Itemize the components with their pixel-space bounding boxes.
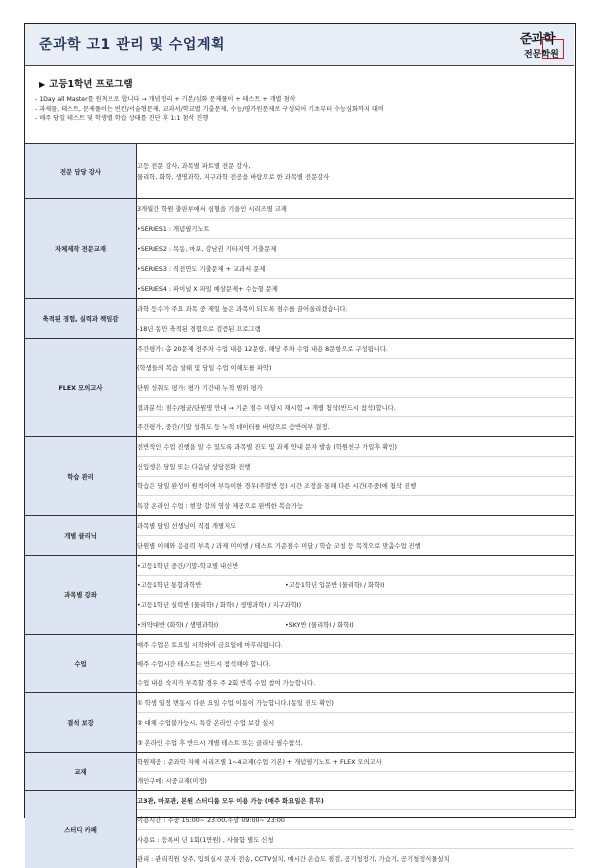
- table-row: [25, 299, 574, 339]
- table-row: [25, 555, 574, 634]
- content-line: ③ 온라인 수업 후 반드시 개별 테스트 또는 클리닉 필수참석.: [137, 739, 303, 747]
- row-label: 학습 관리: [25, 436, 137, 515]
- summary-line: - 과제물, 테스트, 문제풀이는 빈칸/서술형문제, 교과서/학교별 기출문제, 수능/평가원문제로 구성되어 기초부터 수능심화까지 대비: [35, 105, 384, 113]
- section-heading: [39, 76, 133, 90]
- content-line: 3개월간 학원 출판부에서 심혈을 기울인 시리즈별 교재: [137, 199, 574, 219]
- content-line: -18년 동안 축적된 경험으로 검증된 프로그램: [137, 326, 261, 333]
- row-content: [137, 516, 575, 556]
- row-label: 전문 담당 강사: [25, 144, 137, 199]
- row-content: [137, 199, 575, 299]
- row-label: 과목별 강좌: [25, 555, 137, 634]
- page-title: 준과학 고1 관리 및 수업계획: [39, 37, 226, 53]
- row-content: [137, 144, 575, 199]
- course-item: •SKY반 (물리학I / 화학I): [285, 622, 354, 630]
- table-row: [25, 144, 574, 199]
- title-bar: [25, 24, 574, 66]
- content-line: 주간평가: 총 20문제 전주차 수업 내용 12문항, 해당 주차 수업 내용 8문항으로 구성됩니다.: [137, 339, 574, 359]
- table-row: [25, 692, 574, 752]
- content-line: •SERIES2 : 목동, 마포, 강남권 기타지역 기출문제: [137, 239, 574, 259]
- table-row: [25, 516, 574, 556]
- triangle-bullet-icon: ▶: [39, 80, 46, 89]
- content-line: 과목별 담임 선생님이 직접 개별지도: [137, 516, 574, 536]
- row-label: 결석 보강: [25, 692, 137, 752]
- row-content: [137, 634, 575, 692]
- row-content: [137, 339, 575, 437]
- content-line: 학원제공 : 준과학 자체 시리즈별 1~4교재(수업 기본) + 개념필기노트 + FLEX 모의고사: [137, 753, 574, 772]
- content-line: 신입생은 당일 또는 다음날 상담전화 진행: [137, 457, 574, 477]
- content-line: 고등 전문 강사, 과목별 파트별 전문 강사,: [137, 163, 251, 170]
- content-line: 단원별 이해와 응용력 부족 / 과제 미이행 / 테스트 기준점수 미달 / 학습 코칭 등 목적으로 맞춤수업 진행: [137, 542, 421, 550]
- course-item: •고등1학년 입문반 (물리학I / 화학I): [285, 582, 385, 590]
- content-line: [137, 595, 574, 615]
- content-line: 이용시간 : 주중 15:00~ 23:00,주말 09:00~ 23:00: [137, 810, 574, 830]
- table-row: [25, 339, 574, 437]
- row-content: [137, 436, 575, 515]
- content-line: [137, 615, 574, 634]
- content-line: 개인구매: 시중교재(미정): [137, 778, 207, 786]
- content-line: 주간평가, 중간/기말 성취도 등 누적 데이터를 바탕으로 승반여부 결정.: [137, 424, 330, 432]
- document-frame: [24, 23, 576, 864]
- row-content: [137, 299, 575, 339]
- logo-text-top: 준과학: [520, 32, 555, 47]
- table-row: [25, 752, 574, 790]
- row-content: [137, 692, 575, 752]
- content-line: [137, 576, 574, 596]
- row-label: 수업: [25, 634, 137, 692]
- content-line: 과학 등수가 주요 과목 중 제일 높은 과목이 되도록 점수를 끌어올리겠습니다.: [137, 299, 574, 319]
- row-content: [137, 555, 575, 634]
- content-line: 물리학, 화학, 생명과학, 지구과학 전공을 바탕으로 한 과목별 전문강사: [137, 174, 330, 181]
- content-line: •SERIES1 : 개념필기노트: [137, 219, 574, 239]
- summary-line: - 1Day all Master를 원칙으로 합니다 → 개념정리 + 기본/심화 문제풀이 + 테스트 + 개별 첨삭: [35, 96, 296, 103]
- content-line: •SERIES3 : 직전연도 기출문제 + 교과서 문제: [137, 259, 574, 279]
- content-line: 사용료 : 등록비 년 1회(1만원) , 사물함 별도 신청: [137, 830, 574, 850]
- content-line: ② 대체 수업불가능시, 특강 온라인 수업 보강 실시: [137, 713, 574, 733]
- program-summary: [35, 95, 384, 124]
- program-table: [25, 143, 574, 868]
- content-line: 수업 내용 숙지가 부족할 경우 주 2회 반복 수업 참여 가능합니다.: [137, 680, 316, 688]
- academy-logo: [520, 28, 566, 62]
- table-row: [25, 436, 574, 515]
- content-line: 고3관, 마포관, 본원 스터디룸 모두 이용 가능 (매주 화요일은 휴무): [137, 791, 574, 811]
- content-line: ① 학생 일정 변동시 다른 요일 수업 이동이 가능합니다.(동일 진도 확인): [137, 693, 574, 713]
- content-line: 결과분석: 점수/평균/단원명 안내 → 기준 점수 미달시 재시험 → 개별 첨삭(반드시 참석)합니다.: [137, 398, 574, 418]
- course-item: •고등1학년 통합과학반: [137, 582, 202, 590]
- content-line: (학생들의 복습 상태 및 당일 수업 이해도를 파악): [137, 359, 574, 379]
- logo-text-sub: 전문학원: [524, 50, 559, 60]
- row-label: 자체제작 전문교재: [25, 199, 137, 299]
- content-line: 전반적인 수업 진행을 알 수 있도록 과목별 진도 및 과제 안내 문자 발송 (학원친구 가입후 확인): [137, 437, 574, 457]
- content-line: 단원 성취도 평가: 평가 기간내 누적 범위 평가: [137, 378, 574, 398]
- content-line: 특강 온라인 수업 : 현장 강의 영상 제공으로 완벽한 복습가능: [137, 503, 304, 511]
- course-item: •고등1학년 실력반 (물리학I / 화학I / 생명과학I / 지구과학I): [137, 602, 302, 610]
- table-row: [25, 790, 574, 868]
- row-content: [137, 790, 575, 868]
- table-row: [25, 634, 574, 692]
- content-line: 관리 : 관리직원 상주, 입퇴실시 문자 전송, CCTV설치, 매시간 온습도 점검, 공기청정기, 가습기, 공기청정식물설치: [137, 856, 450, 864]
- course-item: •의약대반 (화학I / 생명과학I): [137, 622, 219, 630]
- content-line: •SERIES4 : 파이널 X 파일 예상문제+ 수능형 문제: [137, 286, 278, 293]
- table-row: [25, 199, 574, 299]
- row-label: FLEX 모의고사: [25, 339, 137, 437]
- row-label: 개별 클리닉: [25, 516, 137, 556]
- section-heading-text: 고등1학년 프로그램: [49, 79, 133, 90]
- row-label: 교재: [25, 752, 137, 790]
- content-line: [137, 556, 574, 576]
- row-label: 스터디 카페: [25, 790, 137, 868]
- row-content: [137, 752, 575, 790]
- content-line: 매주 수업은 토요일 시작하여 금요일에 마무리됩니다.: [137, 635, 574, 654]
- summary-line: - 매주 당일 테스트 및 학생별 학습 상태를 진단 후 1:1 첨삭 진행: [35, 115, 209, 123]
- row-label: 축적된 경험, 실력과 책임감: [25, 299, 137, 339]
- course-item: •고등1학년 중간/기말-학교별 내신반: [137, 562, 239, 570]
- content-line: 매주 수업시간 테스트는 반드시 참석해야 합니다.: [137, 654, 574, 673]
- content-line: 학습은 당일 완성이 원칙이며 부득이한 경우(주말반 등) 시간 조정을 통해 다른 시간(주중)에 첨삭 진행: [137, 477, 574, 497]
